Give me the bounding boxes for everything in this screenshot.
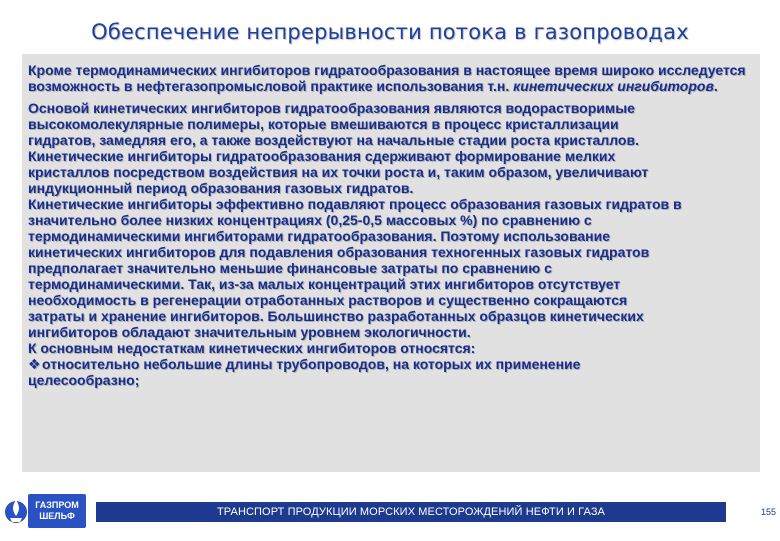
text-line: индукционный период образования газовых гидратов. bbox=[28, 180, 414, 196]
text-line: термодинамическими ингибиторами гидратообразования. Поэтому использование bbox=[28, 228, 611, 244]
text-line: Основой кинетических ингибиторов гидратообразования являются водорастворимые bbox=[28, 100, 635, 116]
text-line: термодинамическими. Так, из-за малых концентраций этих ингибиторов отсутствует bbox=[28, 276, 621, 292]
text-line: ингибиторов обладают значительным уровнем экологичности. bbox=[28, 324, 471, 340]
text-line: Кинетические ингибиторы гидратообразования сдерживают формирование мелких bbox=[28, 148, 616, 164]
text-line: Кинетические ингибиторы эффективно подавляют процесс образования газовых гидратов в bbox=[28, 196, 682, 212]
text-line: высокомолекулярные полимеры, которые вмешиваются в процесс кристаллизации bbox=[28, 116, 619, 132]
text-line: кинетических ингибиторов для подавления образования техногенных газовых гидратов bbox=[28, 244, 650, 260]
logo-wordmark: ГАЗПРОМ ШЕЛЬФ bbox=[28, 494, 86, 528]
page-number: 155 bbox=[760, 507, 776, 517]
text-line: значительно более низких концентрациях (0,25-0,5 массовых %) по сравнению с bbox=[28, 212, 592, 228]
diamond-bullet-icon: ❖ bbox=[28, 356, 41, 372]
intro-text: Кроме термодинамических ингибиторов гидратообразования в настоящее время широко исследуется возможность в нефтегазопромысловой практике использования т.н. bbox=[28, 62, 746, 94]
gazprom-shelf-logo bbox=[2, 486, 90, 536]
text-line: затраты и хранение ингибиторов. Большинство разработанных образцов кинетических bbox=[28, 308, 644, 324]
text-line: К основным недостаткам кинетических ингибиторов относятся: bbox=[28, 340, 476, 356]
main-paragraph bbox=[28, 100, 754, 388]
bullet-text: относительно небольшие длины трубопроводов, на которых их применение bbox=[42, 356, 581, 372]
text-line: необходимость в регенерации отработанных растворов и существенно сокращаются bbox=[28, 292, 628, 308]
text-line: предполагает значительно меньшие финансовые затраты по сравнению с bbox=[28, 260, 552, 276]
footer-bar: ТРАНСПОРТ ПРОДУКЦИИ МОРСКИХ МЕСТОРОЖДЕНИЙ НЕФТИ И ГАЗА bbox=[96, 502, 726, 522]
content-box bbox=[22, 54, 760, 472]
bullet-item bbox=[28, 356, 754, 372]
slide-title: Обеспечение непрерывности потока в газопроводах bbox=[91, 20, 689, 44]
intro-paragraph bbox=[28, 62, 754, 94]
bullet-continuation: целесообразно; bbox=[28, 372, 140, 388]
text-line: кристаллов посредством воздействия на их точки роста и, таким образом, увеличивают bbox=[28, 164, 649, 180]
intro-end: . bbox=[713, 78, 718, 94]
intro-italic-term: кинетических ингибиторов bbox=[513, 78, 714, 94]
text-line: гидратов, замедляя его, а также воздействуют на начальные стадии роста кристаллов. bbox=[28, 132, 639, 148]
